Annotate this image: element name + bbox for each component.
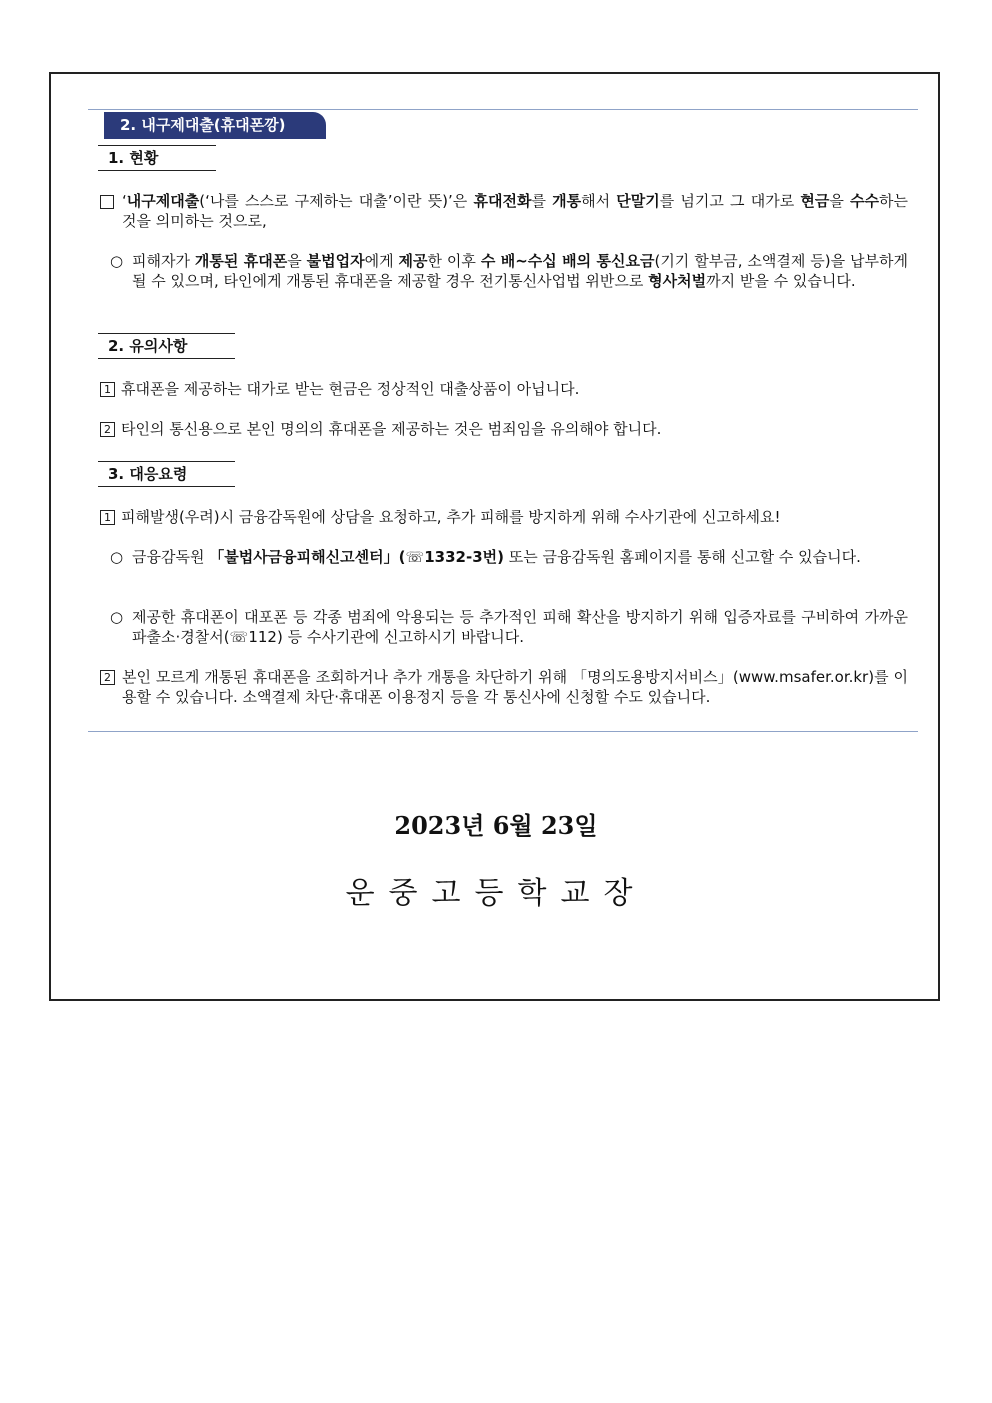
number-box-2: 2 — [100, 422, 115, 437]
section-3-item-2: 2 본인 모르게 개통된 휴대폰을 조회하거나 추가 개통을 차단하기 위해 「명의도용방지서비스」(www.msafer.or.kr)를 이용할 수 있습니다. 소액결제 차단·휴대폰 이용정지 등을 각 통신사에 신청할 수도 있습니다. — [100, 667, 908, 707]
section-1-title: 1. 현황 — [98, 145, 216, 171]
section-3-item-1: 1 피해발생(우려)시 금융감독원에 상담을 요청하고, 추가 피해를 방지하게 위해 수사기관에 신고하세요! — [100, 507, 908, 527]
top-divider — [88, 109, 918, 110]
section-2-title: 2. 유의사항 — [98, 333, 235, 359]
bullet-circle-icon: ○ — [110, 548, 124, 566]
number-box-1: 1 — [100, 510, 115, 525]
section-3-sub-2: ○ 제공한 휴대폰이 대포폰 등 각종 범죄에 악용되는 등 추가적인 피해 확산을 방지하기 위해 입증자료를 구비하여 가까운 파출소·경찰서(☏112) 등 수사기관에 신고하시기 바랍니다. — [110, 608, 908, 646]
section-3-sub-1: ○ 금융감독원 「불법사금융피해신고센터」(☏1332-3번) 또는 금융감독원 홈페이지를 통해 신고할 수 있습니다. — [110, 548, 861, 566]
bullet-circle-icon: ○ — [110, 252, 124, 270]
section-1-paragraph-1: ‘내구제대출(‘나를 스스로 구제하는 대출’이란 뜻)’은 휴대전화를 개통해서 단말기를 넘기고 그 대가로 현금을 수수하는 것을 의미하는 것으로, — [100, 191, 908, 231]
bullet-circle-icon: ○ — [110, 608, 124, 626]
section-banner: 2. 내구제대출(휴대폰깡) — [104, 112, 326, 139]
number-box-1: 1 — [100, 382, 115, 397]
number-box-2: 2 — [100, 670, 115, 685]
section-3-title: 3. 대응요령 — [98, 461, 235, 487]
signer-name: 운중고등학교장 — [345, 876, 647, 911]
section-1-paragraph-2: ○ 피해자가 개통된 휴대폰을 불법업자에게 제공한 이후 수 배~수십 배의 통신요금(기기 할부금, 소액결제 등)을 납부하게 될 수 있으며, 타인에게 개통된 휴대폰을 제공할 경우 전기통신사업법 위반으로 형사처벌까지 받을 수 있습니다. — [110, 252, 908, 290]
bottom-divider — [88, 731, 918, 732]
checkbox-square-icon — [100, 195, 114, 209]
section-2-item-1: 1 휴대폰을 제공하는 대가로 받는 현금은 정상적인 대출상품이 아닙니다. — [100, 379, 908, 399]
issue-date: 2023년 6월 23일 — [394, 811, 598, 840]
section-2-item-2: 2 타인의 통신용으로 본인 명의의 휴대폰을 제공하는 것은 범죄임을 유의해야 합니다. — [100, 419, 908, 439]
